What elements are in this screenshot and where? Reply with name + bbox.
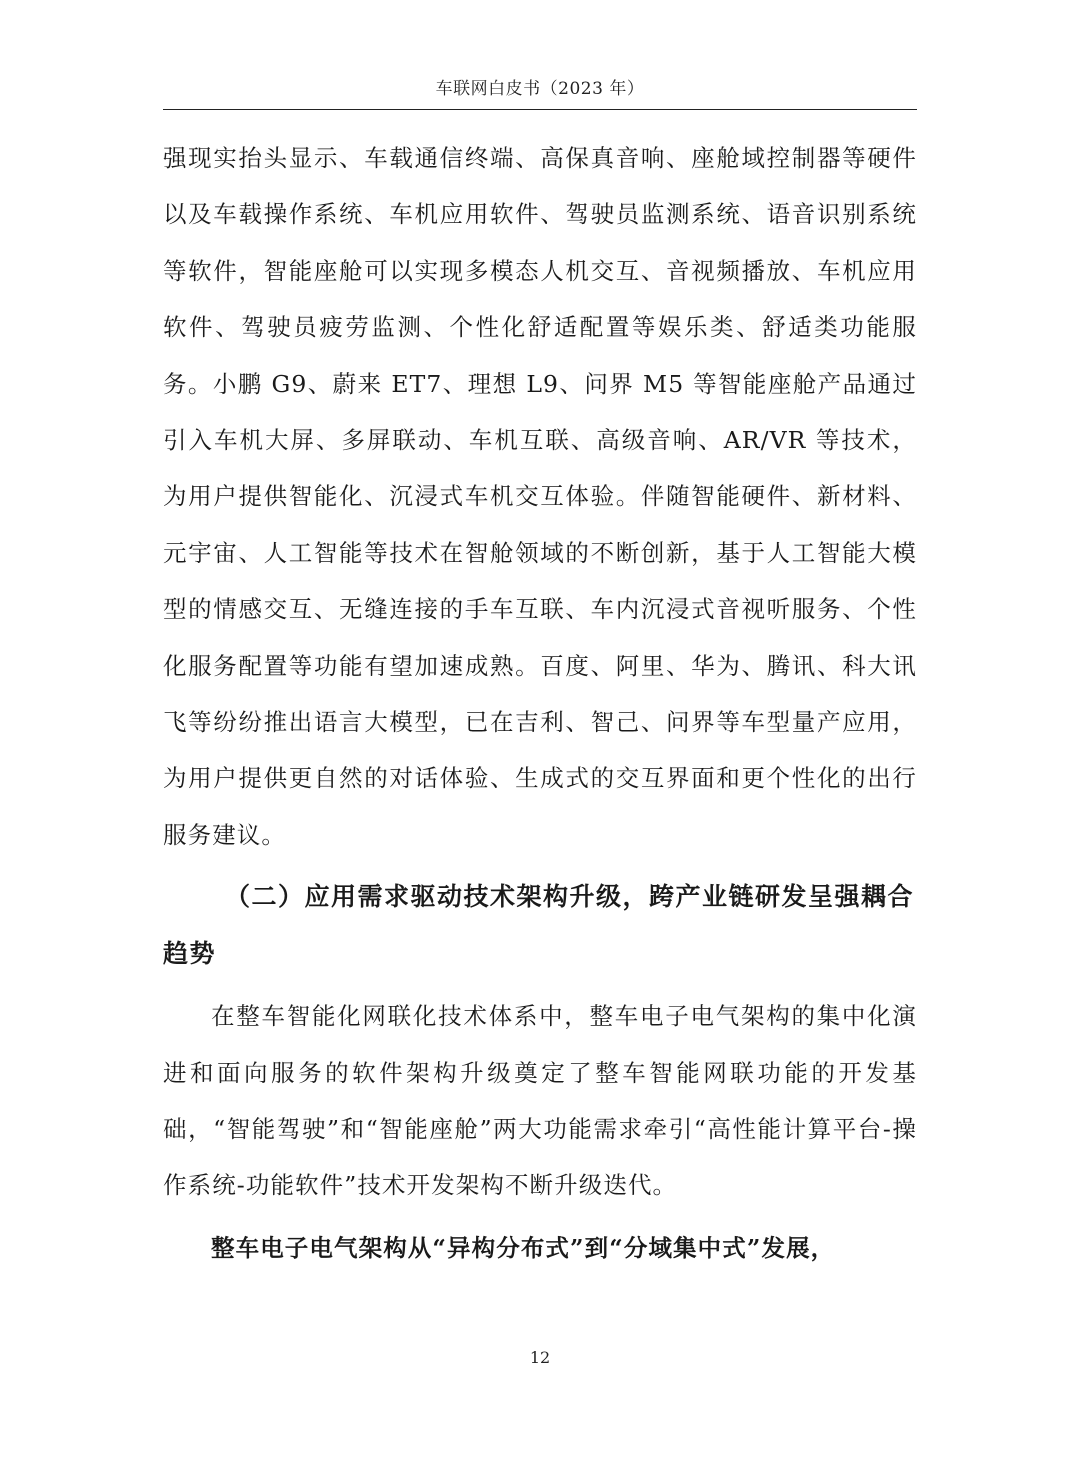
body-paragraph-1: 强现实抬头显示、车载通信终端、高保真音响、座舱域控制器等硬件以及车载操作系统、车机应用软件、驾驶员监测系统、语音识别系统等软件，智能座舱可以实现多模态人机交互、音视频播放、车机应用软件、驾驶员疲劳监测、个性化舒适配置等娱乐类、舒适类功能服务。小鹏 G9、蔚来 ET7、理想 L9、问界 M5 等智能座舱产品通过引入车机大屏、多屏联动、车机互联、高级音响、AR/VR 等技术，为用户提供智能化、沉浸式车机交互体验。伴随智能硬件、新材料、元宇宙、人工智能等技术在智舱领域的不断创新，基于人工智能大模型的情感交互、无缝连接的手车互联、车内沉浸式音视听服务、个性化服务配置等功能有望加速成熟。百度、阿里、华为、腾讯、科大讯飞等纷纷推出语言大模型，已在吉利、智己、问界等车型量产应用，为用户提供更自然的对话体验、生成式的交互界面和更个性化的出行服务建议。 <box>163 144 917 849</box>
header-divider <box>163 109 917 110</box>
body-paragraph-3-bold: 整车电子电气架构从“异构分布式”到“分域集中式”发展， <box>211 1233 836 1262</box>
running-header: 车联网白皮书（2023 年） <box>435 79 645 99</box>
page-body <box>163 130 917 1276</box>
body-paragraph-2: 在整车智能化网联化技术体系中，整车电子电气架构的集中化演进和面向服务的软件架构升级奠定了整车智能网联功能的开发基础，“智能驾驶”和“智能座舱”两大功能需求牵引“高性能计算平台-操作系统-功能软件”技术开发架构不断升级迭代。 <box>163 1002 917 1200</box>
section-heading: （二）应用需求驱动技术架构升级，跨产业链研发呈强耦合趋势 <box>163 882 915 968</box>
page-number: 12 <box>529 1348 551 1367</box>
